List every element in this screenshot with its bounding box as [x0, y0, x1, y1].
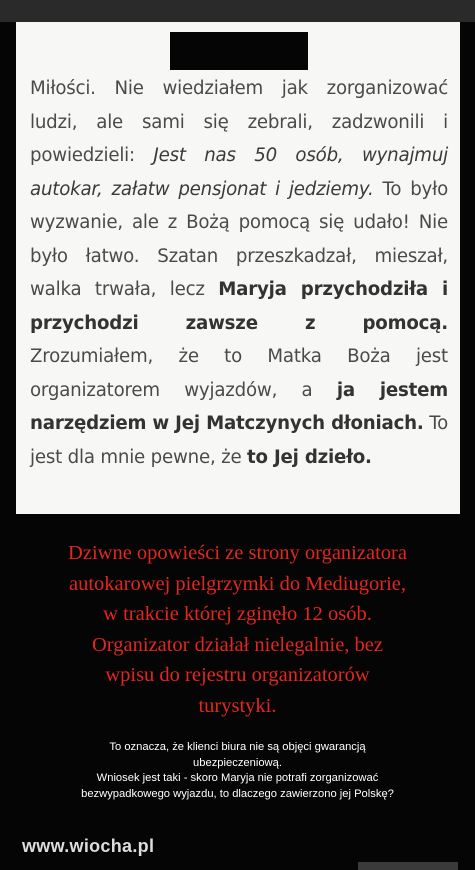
bottom-strip — [358, 862, 458, 870]
quote-segment: To było wyzwanie, ale z Bożą pomocą się udało! Nie było łatwo. Szatan przeszkadzał, mieszał, walka trwała, lecz — [30, 178, 449, 300]
quote-segment: To jest dla mnie pewne, że — [30, 413, 449, 468]
caption-line: w trakcie której zginęło 12 osób. — [103, 603, 372, 625]
quote-bold-segment: Maryja przychodziła i przychodzi zawsze z pomocą. — [30, 279, 448, 334]
comment-line: ubezpieczeniową. — [193, 756, 282, 769]
quote-segment: Zrozumiałem, że to Matka Boża jest organizatorem wyjazdów, a — [30, 346, 448, 401]
quote-italic-segment: Jest nas 50 osób, wynajmuj autokar, załatw pensjonat i jedziemy. — [30, 145, 449, 200]
quoted-screenshot — [16, 22, 460, 514]
quote-text — [30, 72, 448, 474]
caption-line: Dziwne opowieści ze strony organizatora — [68, 542, 407, 564]
red-caption — [0, 538, 475, 721]
caption-line: autokarowej pielgrzymki do Mediugorie, — [68, 572, 407, 595]
comment-line: To oznacza, że klienci biura nie są objęci gwarancją — [109, 741, 366, 753]
white-comment — [0, 740, 475, 802]
caption-line: wpisu do rejestru organizatorów — [105, 664, 370, 686]
top-bar — [0, 0, 475, 22]
caption-line: Organizator działał nielegalnie, bez — [91, 633, 384, 656]
quote-segment: Miłości. Nie wiedziałem jak zorganizować ludzi, ale sami się zebrali, zadzwonili i powiedzieli: — [30, 78, 448, 166]
comment-line: Wniosek jest taki - skoro Maryja nie potrafi zorganizować — [96, 772, 379, 784]
redaction-box — [170, 32, 308, 70]
comment-line: bezwypadkowego wyjazdu, to dlaczego zawierzono jej Polskę? — [81, 787, 394, 800]
quote-bold-segment: ja jestem narzędziem w Jej Matczynych dłoniach. — [30, 379, 448, 434]
quote-bold-segment: to Jej dzieło. — [247, 446, 372, 468]
site-watermark: www.wiocha.pl — [22, 836, 155, 856]
caption-line: turystyki. — [198, 694, 277, 717]
